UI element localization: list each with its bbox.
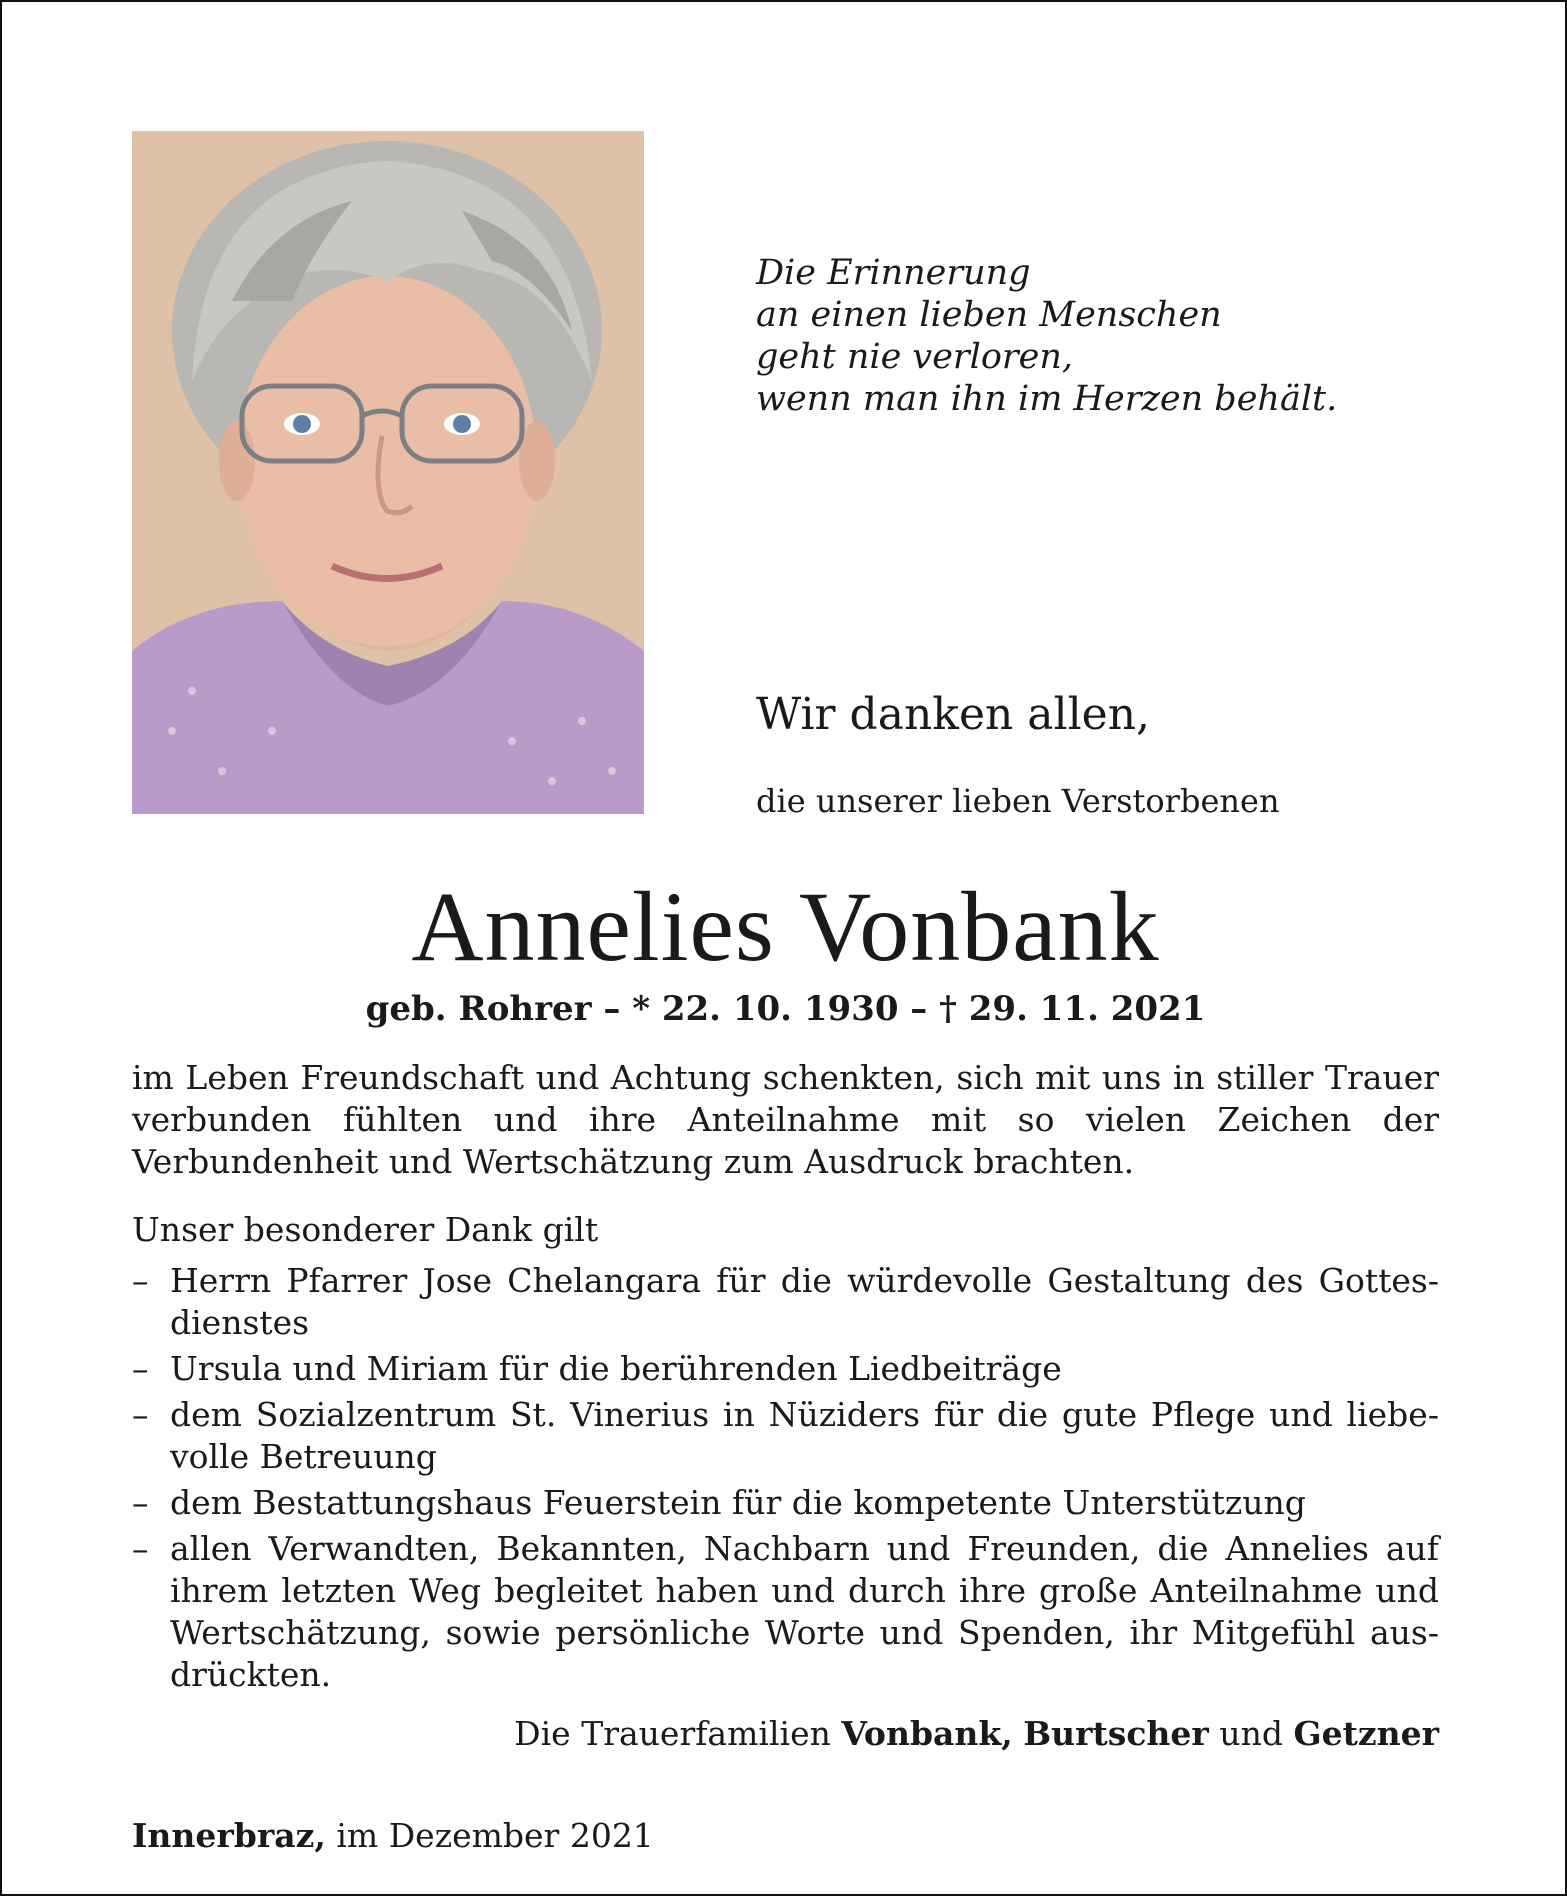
birth-death-dates: geb. Rohrer – * 22. 10. 1930 – † 29. 11. 2021 (365, 989, 1206, 1029)
place-and-date (132, 1815, 654, 1857)
deceased-intro: die unserer lieben Verstorbenen (756, 782, 1280, 820)
thanks-heading: Wir danken allen, (756, 689, 1151, 740)
family-name: Burtscher (1023, 1714, 1209, 1753)
quote-line: Die Erinnerung (756, 253, 1031, 293)
family-name: Vonbank, (841, 1714, 1013, 1753)
list-item (132, 1260, 1439, 1344)
signature-conjunction: und (1219, 1714, 1283, 1753)
list-item-text: dem Sozialzentrum St. Vinerius in Nüziders für die gute Pflege und liebevolle Betreuung (170, 1395, 1439, 1476)
list-dash: – (132, 1483, 149, 1522)
quote-line: an einen lieben Menschen (756, 295, 1222, 335)
special-thanks-list (132, 1260, 1439, 1700)
memorial-quote (756, 252, 1456, 420)
list-item-text: Ursula und Miriam für die berührenden Liedbeiträge (170, 1349, 1062, 1388)
family-signature (132, 1713, 1439, 1755)
quote-line: wenn man ihn im Herzen behält. (756, 379, 1338, 419)
signature-prefix: Die Trauerfamilien (514, 1714, 831, 1753)
list-item (132, 1482, 1439, 1524)
deceased-name: Annelies Vonbank (411, 871, 1160, 982)
list-item-text: dem Bestattungshaus Feuerstein für die kompetente Unterstützung (170, 1483, 1306, 1522)
list-item (132, 1528, 1439, 1696)
list-item-text: allen Verwandten, Bekannten, Nachbarn und Freunden, die Annelies auf ihrem letzten Weg begleitet haben und durch ihre große Anteilnahme und Wertschätzung, sowie persönliche Worte und Spenden, ihr Mitgefühl ausdrückten. (170, 1529, 1439, 1694)
list-item-text: Herrn Pfarrer Jose Chelangara für die würdevolle Gestaltung des Gottesdienstes (170, 1261, 1439, 1342)
list-dash: – (132, 1349, 149, 1388)
list-item (132, 1348, 1439, 1390)
list-dash: – (132, 1261, 149, 1300)
family-name: Getzner (1293, 1714, 1439, 1753)
list-item (132, 1394, 1439, 1478)
portrait-photo (132, 131, 644, 814)
quote-line: geht nie verloren, (756, 337, 1074, 377)
place-date: im Dezember 2021 (336, 1816, 654, 1855)
special-thanks-intro: Unser besonderer Dank gilt (132, 1210, 599, 1249)
portrait-photo-icon (132, 131, 644, 814)
place-town: Innerbraz, (132, 1816, 326, 1855)
thanks-body: im Leben Freundschaft und Achtung schenkten, sich mit uns in stiller Trauer verbunden fühlten und ihre Anteilnahme mit so vielen Zeichen der Verbundenheit und Wertschätzung zum Ausdruck brachten. (132, 1058, 1439, 1181)
list-dash: – (132, 1395, 149, 1434)
list-dash: – (132, 1529, 149, 1568)
